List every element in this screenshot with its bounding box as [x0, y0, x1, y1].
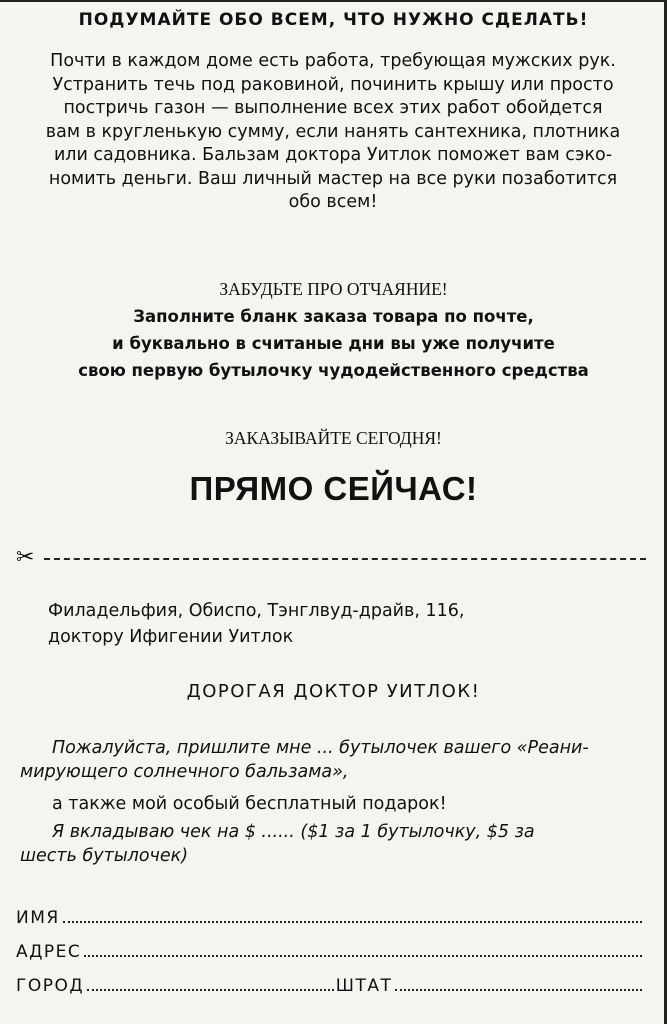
mailing-address [48, 598, 608, 650]
request-line: мирующего солнечного бальзама», [20, 762, 349, 782]
city-state-field[interactable] [16, 972, 644, 996]
city-label: ГОРОД [16, 976, 85, 996]
letter-salutation: ДОРОГАЯ ДОКТОР УИТЛОК! [186, 681, 481, 702]
address-label: АДРЕС [16, 942, 82, 962]
address-line: Филадельфия, Обиспо, Тэнглвуд-драйв, 116, [48, 601, 465, 621]
order-line: Заполните бланк заказа товара по почте, [133, 307, 534, 326]
check-line: шесть бутылочек) [20, 846, 189, 866]
intro-line: Устранить течь под раковиной, починить крышу или просто [52, 74, 614, 95]
intro-line: постричь газон — выполнение всех этих работ обойдется [63, 98, 603, 118]
intro-line: Почти в каждом доме есть работа, требующая мужских рук. [50, 51, 616, 71]
intro-line: вам в кругленькую сумму, если нанять сантехника, плотника [45, 121, 621, 142]
intro-line: номить деньги. Ваш личный мастер на все руки позаботится [48, 168, 618, 189]
intro-line: обо всем! [288, 192, 378, 212]
check-text [20, 820, 648, 868]
intro-line: или садовника. Бальзам доктора Уитлок поможет вам сэко- [53, 145, 613, 165]
order-today-heading: ЗАКАЗЫВАЙТЕ СЕГОДНЯ! [225, 428, 442, 448]
name-field[interactable] [16, 904, 644, 928]
state-label: ШТАТ [335, 976, 393, 996]
gift-line: а также мой особый бесплатный подарок! [52, 794, 447, 814]
cut-here-line [16, 544, 646, 569]
top-border [0, 0, 667, 2]
city-fill-line[interactable] [87, 988, 334, 991]
check-line: Я вкладываю чек на $ ...... ($1 за 1 бутылочку, $5 за [52, 822, 535, 842]
address-fill-line[interactable] [84, 954, 642, 957]
intro-paragraph [16, 50, 650, 215]
request-line: Пожалуйста, пришлите мне ... бутылочек вашего «Реани- [52, 738, 589, 758]
order-line: свою первую бутылочку чудодейственного средства [78, 361, 589, 380]
page-heading: ПОДУМАЙТЕ ОБО ВСЕМ, ЧТО НУЖНО СДЕЛАТЬ! [78, 10, 589, 30]
order-instructions [20, 303, 647, 384]
right-now-headline: ПРЯМО СЕЙЧАС! [189, 470, 478, 507]
name-fill-line[interactable] [63, 920, 642, 923]
forget-despair-heading: ЗАБУДЬТЕ ПРО ОТЧАЯНИЕ! [219, 279, 448, 299]
request-text [20, 736, 648, 784]
address-field[interactable] [16, 938, 644, 962]
order-line: и буквально в считаные дни вы уже получите [112, 334, 555, 353]
scissors-icon: ✂ [16, 544, 35, 569]
dashed-cut-line [44, 558, 646, 560]
address-line: доктору Ифигении Уитлок [48, 627, 294, 647]
name-label: ИМЯ [16, 908, 60, 928]
state-fill-line[interactable] [395, 988, 642, 991]
